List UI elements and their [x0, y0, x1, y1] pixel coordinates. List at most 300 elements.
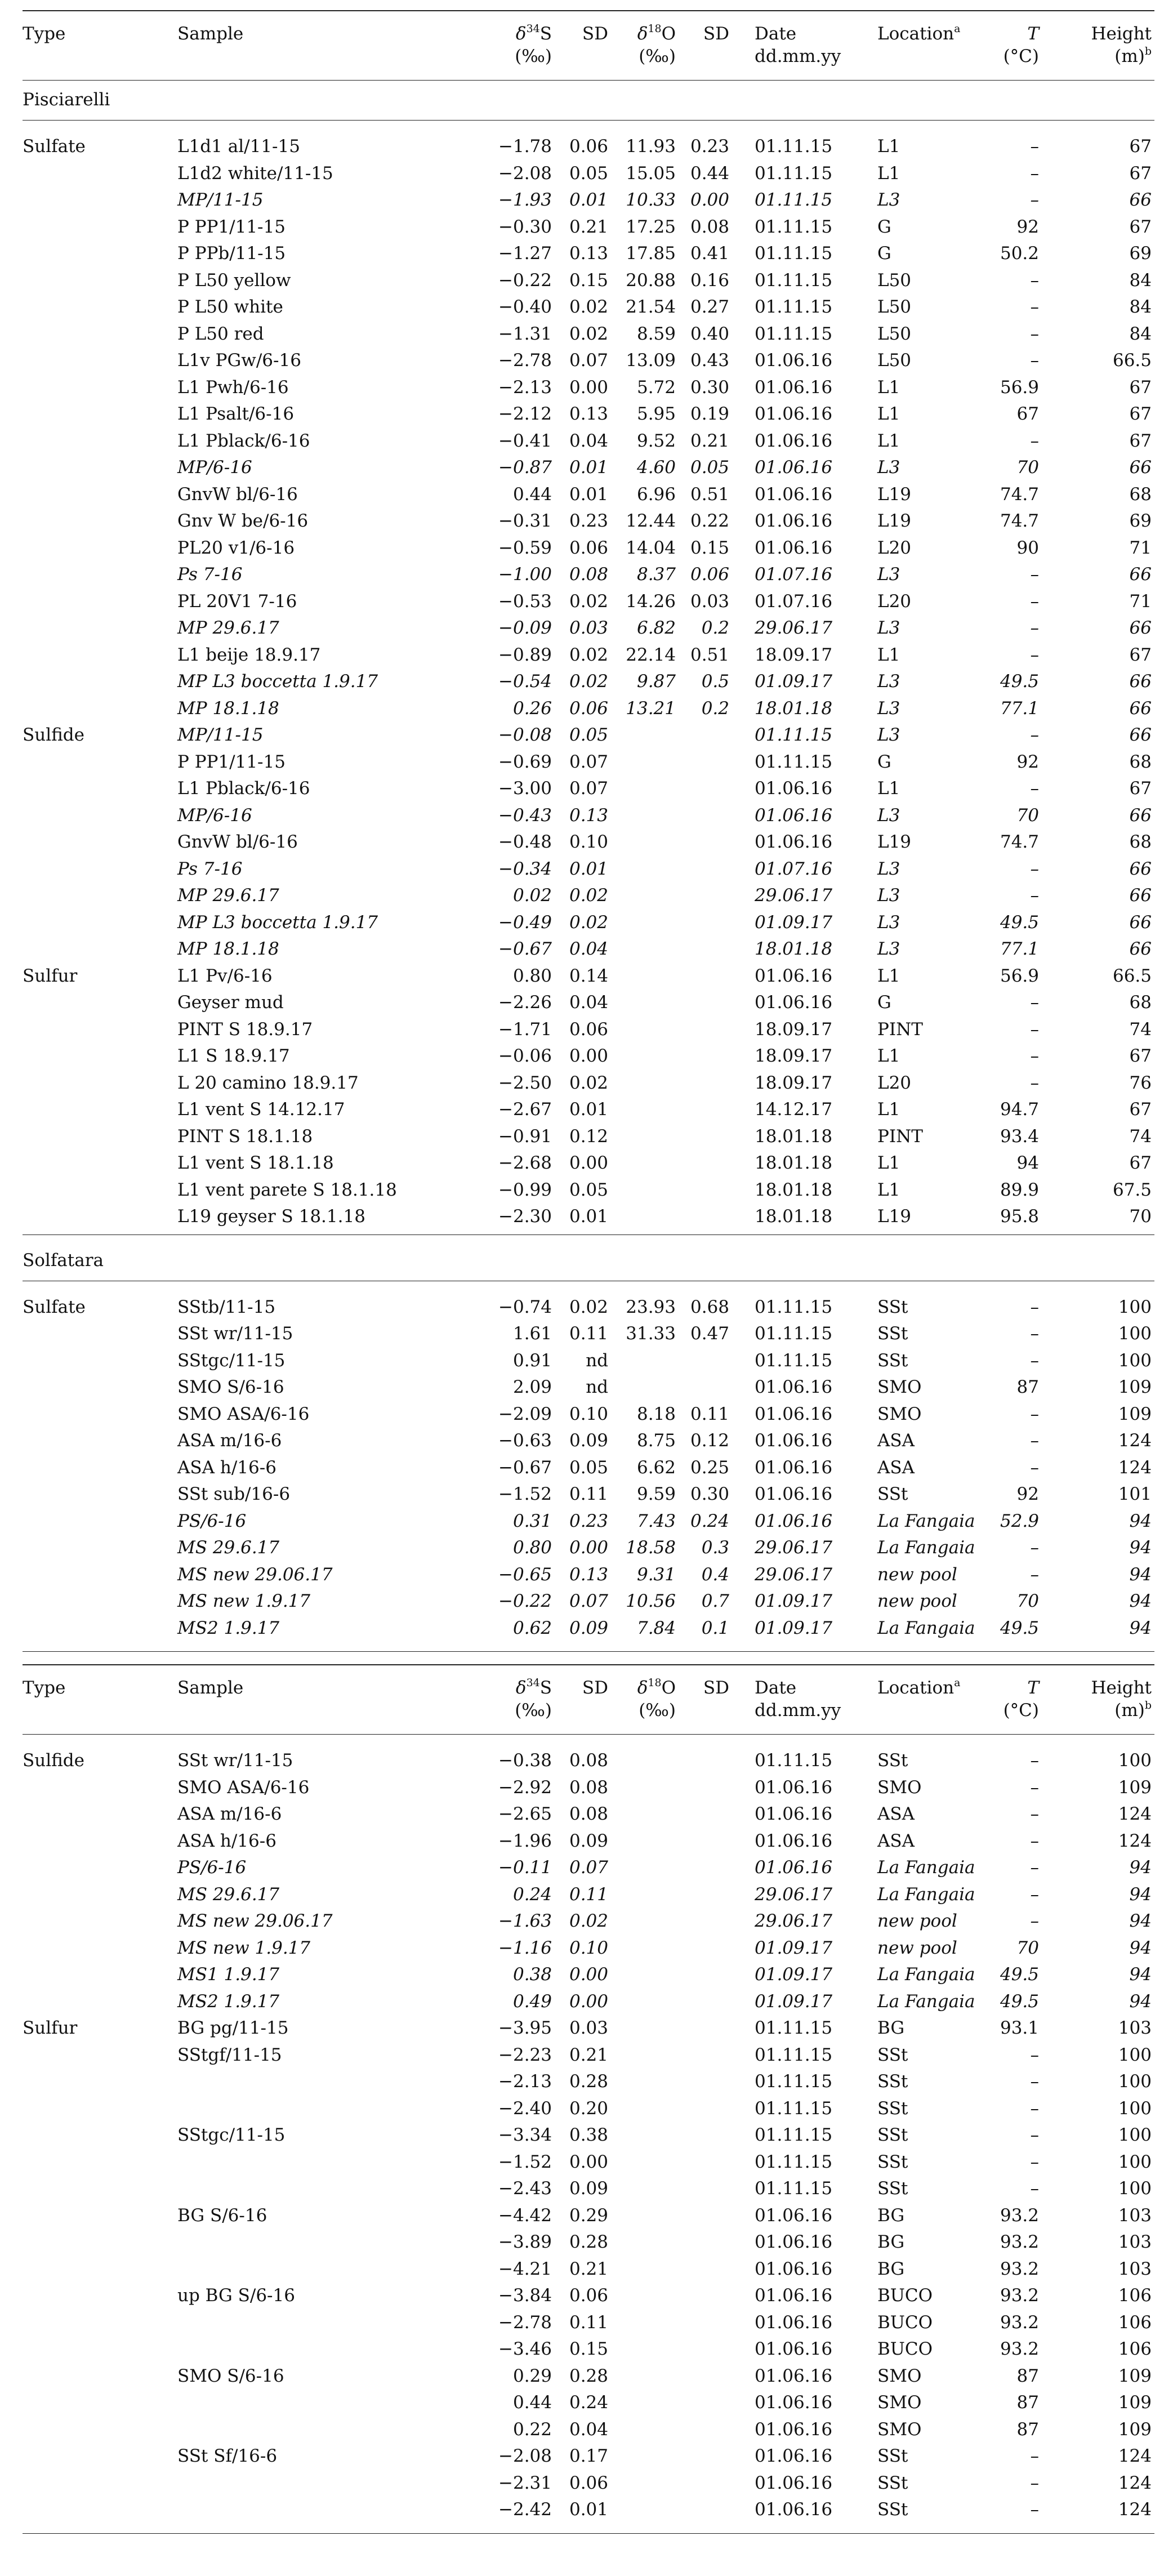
section-heading	[23, 81, 1154, 120]
table-row	[23, 427, 1154, 454]
cell-h: 100	[1118, 2151, 1152, 2172]
cell-t: –	[1030, 1830, 1039, 1851]
cell-date: 01.06.16	[755, 2365, 833, 2386]
cell-h: 94	[1129, 1911, 1152, 1931]
cell-sample: MP 18.1.18	[177, 698, 279, 719]
cell-d18o: 23.93	[626, 1296, 676, 1317]
cell-t: –	[1030, 644, 1039, 665]
cell-d34s: −4.42	[498, 2205, 552, 2226]
cell-h: 100	[1118, 1750, 1152, 1771]
cell-sd2: 0.51	[690, 484, 729, 505]
cell-h: 94	[1129, 1937, 1152, 1958]
cell-sd2: 0.15	[690, 537, 729, 558]
table-row	[23, 695, 1154, 722]
cell-t: –	[1030, 564, 1039, 585]
cell-sample: L1d1 al/11-15	[177, 136, 300, 157]
cell-t: –	[1030, 2071, 1039, 2092]
cell-d34s: −2.65	[498, 1804, 552, 1824]
cell-date: 01.06.16	[755, 1804, 833, 1824]
cell-sample: PS/6-16	[177, 1857, 247, 1878]
cell-loc: L50	[877, 297, 912, 317]
cell-sd2: 0.7	[701, 1591, 729, 1611]
temp-symbol: T	[1027, 1678, 1039, 1698]
cell-date: 01.06.16	[755, 1510, 833, 1531]
cell-t: –	[1030, 1019, 1039, 1040]
cell-sd: 0.07	[569, 1857, 608, 1878]
cell-sd: 0.20	[569, 2098, 608, 2119]
table-row	[23, 989, 1154, 1016]
cell-t: –	[1030, 2151, 1039, 2172]
table-row	[23, 855, 1154, 883]
cell-d34s: −0.41	[498, 430, 552, 451]
cell-sample: up BG S/6-16	[177, 2285, 295, 2306]
cell-t: 49.5	[1000, 1991, 1039, 2012]
cell-date: 01.06.16	[755, 2499, 833, 2520]
cell-sample: P PPb/11-15	[177, 243, 286, 264]
cell-t: –	[1030, 1537, 1039, 1558]
cell-sd2: 0.27	[690, 297, 729, 317]
cell-sd: 0.02	[569, 1296, 608, 1317]
cell-loc: L19	[877, 484, 912, 505]
cell-h: 67.5	[1112, 1179, 1152, 1200]
table-row	[23, 1561, 1154, 1588]
cell-h: 71	[1129, 591, 1152, 612]
delta-symbol: δ	[637, 1678, 648, 1698]
temp-symbol: T	[1027, 24, 1039, 44]
cell-d18o: 13.09	[626, 350, 676, 371]
cell-sample: SStgc/11-15	[177, 1350, 286, 1371]
cell-date: 01.06.16	[755, 404, 833, 424]
cell-date: 01.09.17	[755, 1617, 833, 1638]
cell-d18o: 22.14	[626, 644, 676, 665]
cell-sd2: 0.40	[690, 323, 729, 344]
height-unit-line	[1091, 45, 1152, 68]
cell-loc: BG	[877, 2018, 905, 2038]
cell-sd: 0.02	[569, 1072, 608, 1093]
cell-sd: 0.00	[569, 1153, 608, 1173]
cell-sd: 0.15	[569, 2339, 608, 2359]
cell-loc: L19	[877, 1206, 912, 1227]
cell-d34s: −4.21	[498, 2258, 552, 2279]
cell-date: 01.11.15	[755, 190, 833, 210]
cell-t: –	[1030, 725, 1039, 745]
cell-loc: L50	[877, 350, 912, 371]
cell-d34s: −2.42	[498, 2499, 552, 2520]
cell-t: –	[1030, 1564, 1039, 1585]
cell-date: 01.11.15	[755, 725, 833, 745]
cell-d34s: −2.40	[498, 2098, 552, 2119]
cell-sample: L1 vent S 18.1.18	[177, 1153, 334, 1173]
cell-loc: L3	[877, 564, 900, 585]
cell-t: –	[1030, 591, 1039, 612]
cell-h: 94	[1129, 1564, 1152, 1585]
cell-date: 01.11.15	[755, 323, 833, 344]
col-header-d18o	[637, 1677, 676, 1722]
cell-date: 29.06.17	[755, 1884, 833, 1905]
table-row	[23, 2282, 1154, 2309]
table-row	[23, 962, 1154, 990]
table-row	[23, 2122, 1154, 2149]
cell-sd: 0.06	[569, 1019, 608, 1040]
cell-d34s: −0.67	[498, 1457, 552, 1478]
cell-sd: 0.00	[569, 1046, 608, 1066]
delta-symbol: δ	[637, 24, 648, 44]
cell-date: 01.06.16	[755, 2232, 833, 2252]
cell-sample: L1 Psalt/6-16	[177, 404, 295, 424]
cell-date: 01.09.17	[755, 671, 833, 692]
cell-sd: 0.15	[569, 270, 608, 291]
cell-loc: L3	[877, 671, 900, 692]
d18o-header-line	[637, 23, 676, 45]
cell-d18o: 31.33	[626, 1323, 676, 1344]
cell-d34s: −2.23	[498, 2044, 552, 2065]
section-title: Pisciarelli	[23, 90, 110, 110]
cell-sd2: 0.12	[690, 1430, 729, 1451]
cell-loc: L1	[877, 404, 900, 424]
cell-type: Sulfide	[23, 1750, 84, 1771]
cell-sd: 0.07	[569, 350, 608, 371]
cell-sample: MP 29.6.17	[177, 618, 279, 638]
cell-d34s: −0.08	[498, 725, 552, 745]
table-body	[23, 81, 1154, 1651]
cell-d18o: 4.60	[636, 457, 676, 478]
table-row	[23, 1016, 1154, 1043]
spacer	[23, 1641, 1154, 1651]
cell-h: 109	[1118, 1777, 1152, 1798]
cell-loc: SSt	[877, 2499, 908, 2520]
cell-sd: 0.05	[569, 1457, 608, 1478]
cell-sd: 0.05	[569, 163, 608, 184]
table-row	[23, 1828, 1154, 1855]
cell-loc: PINT	[877, 1019, 923, 1040]
table-row	[23, 1854, 1154, 1881]
cell-loc: SSt	[877, 1323, 908, 1344]
table-row	[23, 2363, 1154, 2390]
cell-loc: new pool	[877, 1937, 957, 1958]
cell-d18o: 10.33	[626, 190, 676, 210]
cell-sd: 0.28	[569, 2071, 608, 2092]
cell-d18o: 7.43	[636, 1510, 676, 1531]
section-separator	[23, 1234, 1154, 1241]
table-body	[23, 1735, 1154, 2533]
cell-t: –	[1030, 1457, 1039, 1478]
cell-d34s: −1.71	[498, 1019, 552, 1040]
cell-date: 01.09.17	[755, 1991, 833, 2012]
cell-sd: 0.08	[569, 564, 608, 585]
cell-t: –	[1030, 885, 1039, 906]
cell-d18o: 21.54	[626, 297, 676, 317]
cell-loc: L1	[877, 1153, 900, 1173]
table-row	[23, 2443, 1154, 2470]
cell-t: 93.2	[1000, 2205, 1039, 2226]
cell-h: 124	[1118, 1830, 1152, 1851]
cell-sample: L1 Pv/6-16	[177, 965, 273, 986]
cell-sd: 0.01	[569, 2499, 608, 2520]
cell-loc: L3	[877, 457, 900, 478]
cell-t: –	[1030, 163, 1039, 184]
cell-sd: 0.21	[569, 2044, 608, 2065]
cell-h: 76	[1129, 1072, 1152, 1093]
table-row	[23, 2470, 1154, 2497]
cell-sd: 0.00	[569, 2151, 608, 2172]
cell-t: 92	[1016, 751, 1039, 772]
table-row	[23, 1454, 1154, 1481]
cell-loc: SMO	[877, 1777, 922, 1798]
cell-t: 93.2	[1000, 2258, 1039, 2279]
cell-loc: SMO	[877, 1377, 922, 1397]
footnote-b: b	[1144, 1699, 1152, 1712]
table-row	[23, 1534, 1154, 1561]
cell-type: Sulfur	[23, 2018, 78, 2038]
cell-t: 87	[1016, 2392, 1039, 2413]
cell-d34s: −2.67	[498, 1099, 552, 1120]
cell-sd2: 0.2	[701, 618, 729, 638]
table-row	[23, 347, 1154, 374]
cell-h: 66	[1129, 671, 1152, 692]
cell-sample: MP/6-16	[177, 457, 252, 478]
cell-sd2: 0.2	[701, 698, 729, 719]
cell-sd: 0.04	[569, 939, 608, 959]
cell-date: 01.09.17	[755, 1591, 833, 1611]
table-row	[23, 748, 1154, 776]
cell-sample: GnvW bl/6-16	[177, 832, 298, 852]
cell-sd: 0.24	[569, 2392, 608, 2413]
table-row	[23, 374, 1154, 401]
cell-h: 67	[1129, 216, 1152, 237]
cell-sd2: 0.3	[701, 1537, 729, 1558]
cell-d34s: −0.54	[498, 671, 552, 692]
element-symbol: S	[539, 24, 552, 44]
table-row	[23, 1203, 1154, 1230]
cell-date: 01.06.16	[755, 1484, 833, 1504]
table-row	[23, 2336, 1154, 2363]
cell-sd: 0.06	[569, 537, 608, 558]
cell-sd: 0.01	[569, 1206, 608, 1227]
cell-sd: nd	[586, 1350, 608, 1371]
col-header-d34s	[515, 23, 552, 68]
cell-loc: SMO	[877, 2419, 922, 2440]
cell-date: 01.11.15	[755, 297, 833, 317]
cell-sd: 0.23	[569, 1510, 608, 1531]
cell-loc: BG	[877, 2232, 905, 2252]
cell-h: 106	[1118, 2285, 1152, 2306]
cell-d34s: −2.78	[498, 2312, 552, 2333]
bottom-rule	[23, 1651, 1154, 1652]
cell-sd: 0.00	[569, 377, 608, 398]
cell-loc: L1	[877, 778, 900, 799]
cell-loc: new pool	[877, 1591, 957, 1611]
cell-sample: L1 vent parete S 18.1.18	[177, 1179, 397, 1200]
cell-date: 18.01.18	[755, 1153, 833, 1173]
cell-d18o: 17.25	[626, 216, 676, 237]
cell-loc: BUCO	[877, 2339, 933, 2359]
cell-d34s: −0.38	[498, 1750, 552, 1771]
table-row	[23, 1374, 1154, 1401]
header-sample-label: Sample	[177, 24, 244, 44]
cell-sample: BG S/6-16	[177, 2205, 267, 2226]
cell-sd: 0.02	[569, 671, 608, 692]
cell-sd: 0.06	[569, 698, 608, 719]
cell-sd2: 0.22	[690, 511, 729, 531]
cell-sd: 0.03	[569, 618, 608, 638]
d18o-unit: (‰)	[639, 46, 676, 66]
table-row	[23, 1294, 1154, 1321]
cell-d34s: −0.43	[498, 805, 552, 826]
cell-t: –	[1030, 190, 1039, 210]
cell-t: 94	[1016, 1153, 1039, 1173]
cell-d34s: 0.80	[512, 965, 552, 986]
cell-loc: ASA	[877, 1430, 915, 1451]
cell-t: –	[1030, 2125, 1039, 2145]
cell-date: 01.06.16	[755, 511, 833, 531]
cell-d34s: −0.87	[498, 457, 552, 478]
cell-loc: SSt	[877, 2446, 908, 2466]
cell-sd: 0.09	[569, 2178, 608, 2199]
date-label: Date	[755, 1678, 797, 1698]
cell-t: 70	[1016, 457, 1039, 478]
cell-loc: L19	[877, 511, 912, 531]
cell-d34s: −2.08	[498, 163, 552, 184]
cell-sd: 0.00	[569, 1991, 608, 2012]
header-sd-label: SD	[582, 1678, 608, 1698]
cell-date: 01.11.15	[755, 2071, 833, 2092]
cell-h: 109	[1118, 2392, 1152, 2413]
cell-loc: ASA	[877, 1457, 915, 1478]
cell-h: 100	[1118, 2178, 1152, 2199]
cell-sd: 0.04	[569, 992, 608, 1013]
cell-d34s: −2.09	[498, 1403, 552, 1424]
cell-sd: 0.02	[569, 591, 608, 612]
element-symbol: O	[661, 1678, 676, 1698]
table-row	[23, 1176, 1154, 1204]
cell-sample: GnvW bl/6-16	[177, 484, 298, 505]
cell-loc: L3	[877, 805, 900, 826]
cell-d18o: 9.52	[636, 430, 676, 451]
section-title: Solfatara	[23, 1250, 104, 1271]
cell-sample: L1 beije 18.9.17	[177, 644, 321, 665]
cell-d34s: −0.49	[498, 912, 552, 933]
cell-sd: 0.01	[569, 1099, 608, 1120]
cell-loc: La Fangaia	[877, 1510, 975, 1531]
cell-date: 01.06.16	[755, 2446, 833, 2466]
cell-sd: 0.09	[569, 1830, 608, 1851]
cell-h: 68	[1129, 832, 1152, 852]
cell-date: 01.06.16	[755, 832, 833, 852]
cell-sd: 0.10	[569, 1937, 608, 1958]
cell-d34s: −1.63	[498, 1911, 552, 1931]
cell-loc: SSt	[877, 2472, 908, 2493]
table-row	[23, 293, 1154, 320]
cell-date: 01.11.15	[755, 270, 833, 291]
cell-sample: MS new 1.9.17	[177, 1937, 311, 1958]
cell-h: 66.5	[1112, 350, 1152, 371]
cell-d34s: −1.27	[498, 243, 552, 264]
col-header-date	[755, 1677, 841, 1722]
cell-d18o: 20.88	[626, 270, 676, 291]
cell-t: –	[1030, 858, 1039, 879]
cell-loc: La Fangaia	[877, 1884, 975, 1905]
cell-sd: 0.01	[569, 484, 608, 505]
cell-sample: L1 S 18.9.17	[177, 1046, 290, 1066]
cell-sample: SStgc/11-15	[177, 2125, 286, 2145]
cell-date: 29.06.17	[755, 618, 833, 638]
cell-h: 66	[1129, 939, 1152, 959]
date-label: Date	[755, 24, 797, 44]
cell-d34s: −0.63	[498, 1430, 552, 1451]
cell-d34s: 0.24	[512, 1884, 552, 1905]
col-header-date	[755, 23, 841, 68]
cell-sd2: 0.00	[690, 190, 729, 210]
table-row	[23, 2095, 1154, 2122]
cell-loc: SSt	[877, 2098, 908, 2119]
cell-loc: L19	[877, 832, 912, 852]
table-row	[23, 454, 1154, 481]
cell-t: –	[1030, 297, 1039, 317]
table-row	[23, 1320, 1154, 1347]
cell-date: 01.09.17	[755, 1937, 833, 1958]
cell-sd2: 0.30	[690, 1484, 729, 1504]
cell-sd: 0.13	[569, 404, 608, 424]
table-row	[23, 1800, 1154, 1828]
cell-d34s: −2.43	[498, 2178, 552, 2199]
cell-sample: MS2 1.9.17	[177, 1991, 280, 2012]
cell-d34s: −0.91	[498, 1126, 552, 1147]
cell-date: 18.01.18	[755, 939, 833, 959]
cell-sample: Geyser mud	[177, 992, 284, 1013]
section-rule	[23, 1234, 1154, 1235]
cell-d34s: 0.02	[512, 885, 552, 906]
table-row	[23, 1908, 1154, 1935]
cell-d18o: 6.82	[636, 618, 676, 638]
cell-sample: Ps 7-16	[177, 858, 243, 879]
cell-t: 49.5	[1000, 1617, 1039, 1638]
cell-date: 01.06.16	[755, 537, 833, 558]
col-header-sample	[177, 1677, 243, 1699]
cell-date: 18.01.18	[755, 1206, 833, 1227]
cell-loc: BG	[877, 2205, 905, 2226]
cell-sd: 0.02	[569, 912, 608, 933]
cell-t: 93.1	[1000, 2018, 1039, 2038]
cell-t: –	[1030, 1323, 1039, 1344]
cell-date: 01.06.16	[755, 350, 833, 371]
cell-loc: SSt	[877, 2044, 908, 2065]
isotope-mass: 18	[648, 1676, 662, 1689]
cell-sample: MS1 1.9.17	[177, 1964, 280, 1985]
col-header-temperature	[1004, 1677, 1039, 1722]
table-row	[23, 2229, 1154, 2256]
cell-h: 109	[1118, 1377, 1152, 1397]
cell-sample: L1 vent S 14.12.17	[177, 1099, 345, 1120]
spacer	[23, 121, 1154, 133]
cell-h: 70	[1129, 1206, 1152, 1227]
footnote-b: b	[1144, 44, 1152, 57]
cell-d18o: 18.58	[626, 1537, 676, 1558]
cell-date: 01.11.15	[755, 1350, 833, 1371]
table-row	[23, 2309, 1154, 2336]
table-row	[23, 775, 1154, 802]
d18o-header-line	[637, 1677, 676, 1699]
cell-sd: 0.04	[569, 2419, 608, 2440]
header-type-label: Type	[23, 1678, 66, 1698]
cell-sd: 0.07	[569, 778, 608, 799]
cell-h: 67	[1129, 377, 1152, 398]
cell-sd: 0.06	[569, 2285, 608, 2306]
cell-sample: BG pg/11-15	[177, 2018, 289, 2038]
cell-d34s: −3.95	[498, 2018, 552, 2038]
cell-d34s: −0.31	[498, 511, 552, 531]
cell-d34s: 0.44	[512, 484, 552, 505]
cell-h: 66	[1129, 725, 1152, 745]
